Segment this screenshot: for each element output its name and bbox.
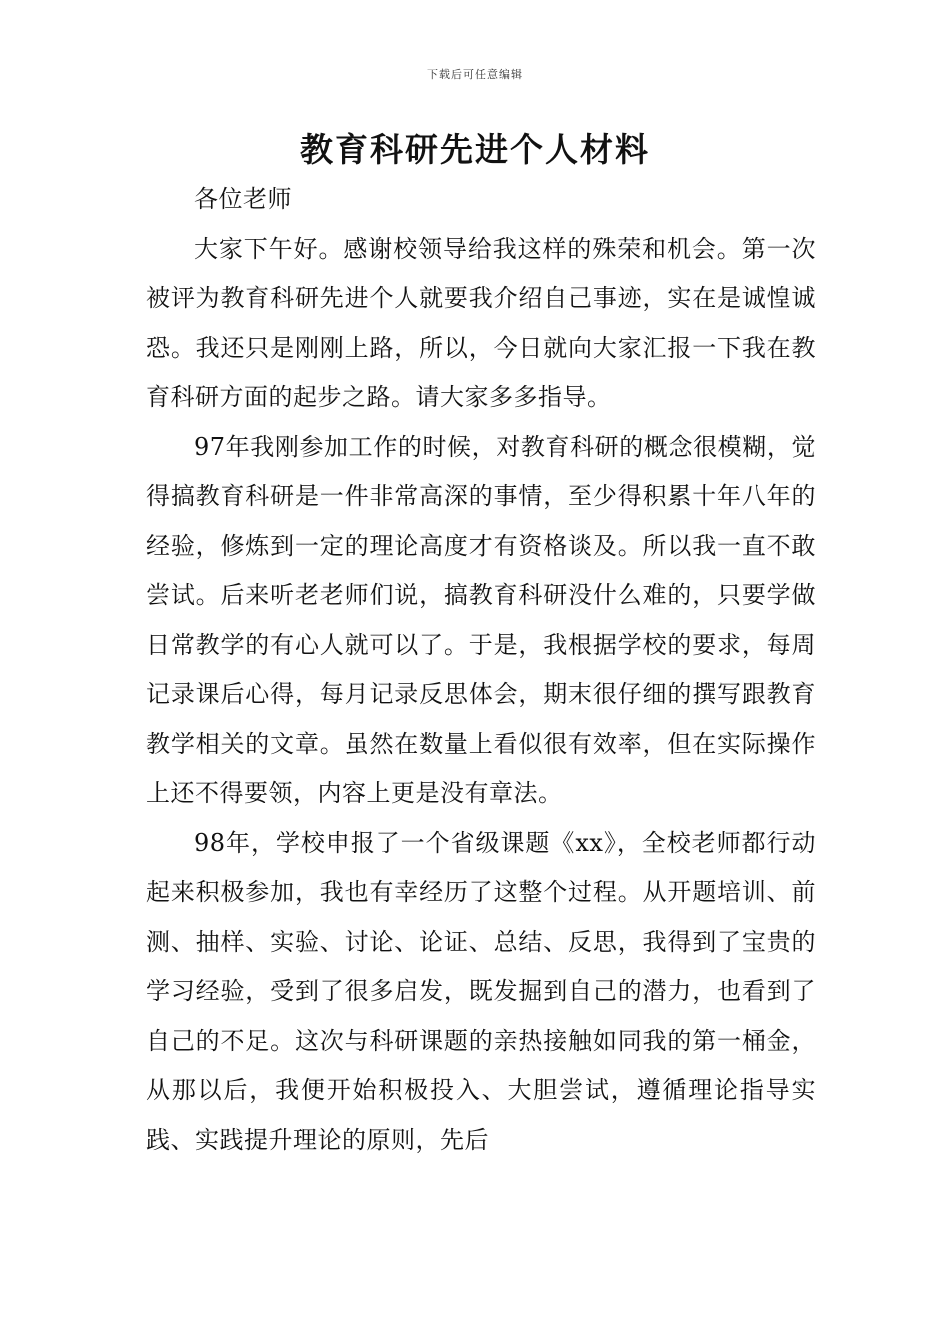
page-header-note: 下载后可任意编辑: [427, 68, 523, 81]
document-title: 教育科研先进个人材料: [300, 130, 650, 169]
salutation-paragraph: 各位老师: [194, 185, 292, 213]
body-paragraph: 98年，学校申报了一个省级课题《xx》，全校老师都行动起来积极参加，我也有幸经历了这整个过程。从开题培训、前测、抽样、实验、讨论、论证、总结、反思，我得到了宝贵的学习经验，受到了很多启发，既发掘到自己的潜力，也看到了自己的不足。这次与科研课题的亲热接触如同我的第一桶金，从那以后，我便开始积极投入、大胆尝试，遵循理论指导实践、实践提升理论的原则，先后: [146, 828, 816, 1154]
body-paragraph: 97年我刚参加工作的时候，对教育科研的概念很模糊，觉得搞教育科研是一件非常高深的事情，至少得积累十年八年的经验，修炼到一定的理论高度才有资格谈及。所以我一直不敢尝试。后来听老老师们说，搞教育科研没什么难的，只要学做日常教学的有心人就可以了。于是，我根据学校的要求，每周记录课后心得，每月记录反思体会，期末很仔细的撰写跟教育教学相关的文章。虽然在数量上看似很有效率，但在实际操作上还不得要领，内容上更是没有章法。: [146, 432, 816, 807]
document-body: [146, 175, 816, 1165]
body-paragraph: 大家下午好。感谢校领导给我这样的殊荣和机会。第一次被评为教育科研先进个人就要我介绍自己事迹，实在是诚惶诚恐。我还只是刚刚上路，所以，今日就向大家汇报一下我在教育科研方面的起步之路。请大家多多指导。: [146, 234, 816, 411]
